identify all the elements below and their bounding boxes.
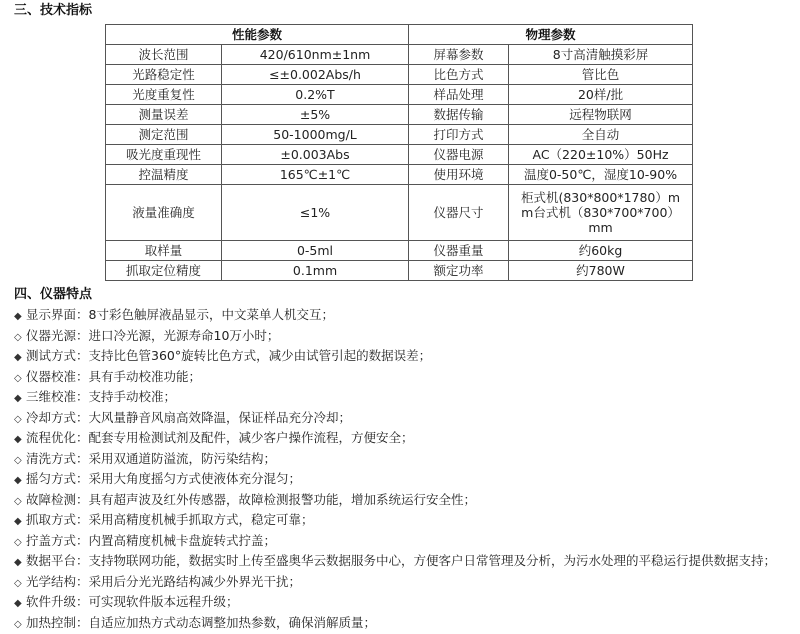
feature-text: 支持手动校准； xyxy=(89,389,177,404)
param-name-cell: 仪器尺寸 xyxy=(409,185,509,241)
feature-item xyxy=(14,552,792,573)
feature-label: 仪器光源： xyxy=(26,328,89,343)
diamond-filled-icon: ◆ xyxy=(14,513,26,532)
param-value-cell: 管比色 xyxy=(509,65,693,85)
feature-item xyxy=(14,409,792,430)
feature-label: 清洗方式： xyxy=(26,451,89,466)
param-value-cell: AC（220±10%）50Hz xyxy=(509,145,693,165)
feature-text: 支持物联网功能，数据实时上传至盛奥华云数据服务中心，方便客户日常管理及分析，为污水处理的平稳运行提供数据支持； xyxy=(89,553,777,568)
param-value-cell xyxy=(509,185,693,241)
param-name-cell: 波长范围 xyxy=(106,45,222,65)
param-value-cell: ≤±0.002Abs/h xyxy=(222,65,409,85)
feature-text: 8寸彩色触屏液晶显示，中文菜单人机交互； xyxy=(89,307,334,322)
feature-label: 故障检测： xyxy=(26,492,89,507)
param-value-cell: 温度0-50℃，湿度10-90% xyxy=(509,165,693,185)
diamond-outline-icon: ◇ xyxy=(14,452,26,471)
feature-label: 显示界面： xyxy=(26,307,89,322)
feature-text: 采用大角度摇匀方式使液体充分混匀； xyxy=(89,471,302,486)
feature-item xyxy=(14,573,792,594)
diamond-outline-icon: ◇ xyxy=(14,575,26,594)
feature-label: 加热控制： xyxy=(26,615,89,630)
feature-item xyxy=(14,614,792,634)
feature-label: 光学结构： xyxy=(26,574,89,589)
feature-label: 抓取方式： xyxy=(26,512,89,527)
feature-text: 可实现软件版本远程升级； xyxy=(89,594,239,609)
feature-label: 拧盖方式： xyxy=(26,533,89,548)
param-name-cell: 数据传输 xyxy=(409,105,509,125)
diamond-outline-icon: ◇ xyxy=(14,370,26,389)
param-name-cell: 仪器电源 xyxy=(409,145,509,165)
param-name-cell: 抓取定位精度 xyxy=(106,261,222,281)
feature-item xyxy=(14,450,792,471)
feature-item xyxy=(14,593,792,614)
spec-row xyxy=(106,45,693,65)
param-name-cell: 液量准确度 xyxy=(106,185,222,241)
diamond-filled-icon: ◆ xyxy=(14,349,26,368)
feature-text: 配套专用检测试剂及配件，减少客户操作流程，方便安全； xyxy=(89,430,414,445)
param-value-cell: 165℃±1℃ xyxy=(222,165,409,185)
param-name-cell: 比色方式 xyxy=(409,65,509,85)
spec-row xyxy=(106,125,693,145)
param-name-cell: 吸光度重现性 xyxy=(106,145,222,165)
diamond-outline-icon: ◇ xyxy=(14,411,26,430)
spec-row xyxy=(106,145,693,165)
feature-label: 测试方式： xyxy=(26,348,89,363)
param-value-cell: ≤1% xyxy=(222,185,409,241)
feature-text: 内置高精度机械卡盘旋转式拧盖； xyxy=(89,533,277,548)
feature-label: 数据平台： xyxy=(26,553,89,568)
diamond-filled-icon: ◆ xyxy=(14,390,26,409)
param-value-cell: 0.1mm xyxy=(222,261,409,281)
feature-text: 采用后分光光路结构减少外界光干扰； xyxy=(89,574,302,589)
diamond-outline-icon: ◇ xyxy=(14,616,26,634)
feature-list xyxy=(14,306,792,634)
section-title-specs: 三、技术指标 xyxy=(14,3,92,19)
feature-item xyxy=(14,368,792,389)
feature-text: 具有超声波及红外传感器，故障检测报警功能，增加系统运行安全性； xyxy=(89,492,477,507)
param-name-cell: 光度重复性 xyxy=(106,85,222,105)
param-value-cell: 0-5ml xyxy=(222,241,409,261)
feature-text: 具有手动校准功能； xyxy=(89,369,202,384)
param-value-cell: 全自动 xyxy=(509,125,693,145)
feature-label: 仪器校准： xyxy=(26,369,89,384)
feature-item xyxy=(14,532,792,553)
param-name-cell: 光路稳定性 xyxy=(106,65,222,85)
header-performance-params: 性能参数 xyxy=(106,25,409,45)
param-value-cell: 20样/批 xyxy=(509,85,693,105)
feature-item xyxy=(14,511,792,532)
spec-row xyxy=(106,105,693,125)
feature-text: 支持比色管360°旋转比色方式，减少由试管引起的数据误差； xyxy=(89,348,432,363)
param-value-cell: 8寸高清触摸彩屏 xyxy=(509,45,693,65)
param-name-cell: 屏幕参数 xyxy=(409,45,509,65)
feature-item xyxy=(14,429,792,450)
param-name-cell: 控温精度 xyxy=(106,165,222,185)
param-value-cell: ±5% xyxy=(222,105,409,125)
diamond-filled-icon: ◆ xyxy=(14,431,26,450)
param-value-cell: 约780W xyxy=(509,261,693,281)
feature-item xyxy=(14,470,792,491)
diamond-outline-icon: ◇ xyxy=(14,493,26,512)
header-physical-params: 物理参数 xyxy=(409,25,693,45)
size-line: 柜式机(830*800*1780）m xyxy=(511,190,690,205)
param-value-cell: 0.2%T xyxy=(222,85,409,105)
diamond-filled-icon: ◆ xyxy=(14,595,26,614)
feature-text: 大风量静音风扇高效降温，保证样品充分冷却； xyxy=(89,410,352,425)
size-line: m台式机（830*700*700） xyxy=(511,205,690,220)
spec-row xyxy=(106,241,693,261)
param-name-cell: 额定功率 xyxy=(409,261,509,281)
diamond-filled-icon: ◆ xyxy=(14,554,26,573)
feature-item xyxy=(14,347,792,368)
spec-row xyxy=(106,85,693,105)
feature-label: 流程优化： xyxy=(26,430,89,445)
diamond-filled-icon: ◆ xyxy=(14,472,26,491)
spec-row xyxy=(106,65,693,85)
param-name-cell: 使用环境 xyxy=(409,165,509,185)
feature-item xyxy=(14,327,792,348)
param-name-cell: 测量误差 xyxy=(106,105,222,125)
param-value-cell: 420/610nm±1nm xyxy=(222,45,409,65)
spec-row xyxy=(106,261,693,281)
feature-item xyxy=(14,306,792,327)
diamond-filled-icon: ◆ xyxy=(14,308,26,327)
spec-table-header-row xyxy=(106,25,693,45)
param-name-cell: 打印方式 xyxy=(409,125,509,145)
param-name-cell: 样品处理 xyxy=(409,85,509,105)
diamond-outline-icon: ◇ xyxy=(14,329,26,348)
param-value-cell: 远程物联网 xyxy=(509,105,693,125)
spec-row xyxy=(106,165,693,185)
feature-text: 采用高精度机械手抓取方式，稳定可靠； xyxy=(89,512,314,527)
param-value-cell: 约60kg xyxy=(509,241,693,261)
feature-text: 自适应加热方式动态调整加热参数，确保消解质量； xyxy=(89,615,377,630)
size-line: mm xyxy=(511,220,690,235)
param-value-cell: 50-1000mg/L xyxy=(222,125,409,145)
feature-label: 摇匀方式： xyxy=(26,471,89,486)
feature-label: 软件升级： xyxy=(26,594,89,609)
param-value-cell: ±0.003Abs xyxy=(222,145,409,165)
spec-row xyxy=(106,185,693,241)
param-name-cell: 仪器重量 xyxy=(409,241,509,261)
spec-table xyxy=(105,24,693,281)
section-title-features: 四、仪器特点 xyxy=(14,287,92,303)
diamond-outline-icon: ◇ xyxy=(14,534,26,553)
param-name-cell: 取样量 xyxy=(106,241,222,261)
feature-label: 冷却方式： xyxy=(26,410,89,425)
feature-item xyxy=(14,491,792,512)
feature-item xyxy=(14,388,792,409)
feature-text: 采用双通道防溢流，防污染结构； xyxy=(89,451,277,466)
feature-text: 进口冷光源，光源寿命10万小时； xyxy=(89,328,280,343)
param-name-cell: 测定范围 xyxy=(106,125,222,145)
feature-label: 三维校准： xyxy=(26,389,89,404)
